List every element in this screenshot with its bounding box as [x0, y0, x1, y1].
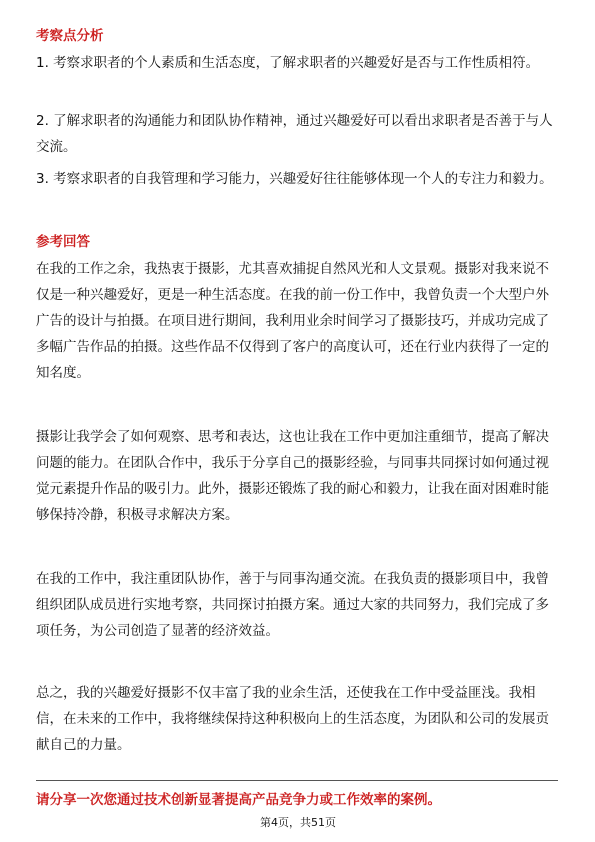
- divider-line: [36, 780, 558, 781]
- document-page: [36, 0, 560, 842]
- answer-paragraph-4: 总之，我的兴趣爱好摄影不仅丰富了我的业余生活，还使我在工作中受益匪浅。我相信，在未来的工作中，我将继续保持这种积极向上的生活态度，为团队和公司的发展贡献自己的力量。: [36, 685, 549, 753]
- answer-paragraph-1: 在我的工作之余，我热衷于摄影，尤其喜欢捕捉自然风光和人文景观。摄影对我来说不仅是一种兴趣爱好，更是一种生活态度。在我的前一份工作中，我曾负责一个大型户外广告的设计与拍摄。在项目进行期间，我利用业余时间学习了摄影技巧，并成功完成了多幅广告作品的拍摄。这些作品不仅得到了客户的高度认可，还在行业内获得了一定的知名度。: [36, 261, 549, 381]
- page-number: 第4页，共51页: [260, 816, 336, 829]
- analysis-point-2: 2. 了解求职者的沟通能力和团队协作精神，通过兴趣爱好可以看出求职者是否善于与人交流。: [36, 113, 553, 155]
- analysis-heading: 考察点分析: [36, 28, 104, 44]
- analysis-point-3: 3. 考察求职者的自我管理和学习能力，兴趣爱好往往能够体现一个人的专注力和毅力。: [36, 171, 553, 187]
- answer-paragraph-2: 摄影让我学会了如何观察、思考和表达，这也让我在工作中更加注重细节，提高了解决问题的能力。在团队合作中，我乐于分享自己的摄影经验，与同事共同探讨如何通过视觉元素提升作品的吸引力。此外，摄影还锻炼了我的耐心和毅力，让我在面对困难时能够保持冷静，积极寻求解决方案。: [36, 429, 549, 523]
- next-question: 请分享一次您通过技术创新显著提高产品竞争力或工作效率的案例。: [36, 792, 441, 808]
- analysis-point-1: 1. 考察求职者的个人素质和生活态度，了解求职者的兴趣爱好是否与工作性质相符。: [36, 55, 540, 71]
- answer-heading: 参考回答: [36, 234, 90, 250]
- answer-paragraph-3: 在我的工作中，我注重团队协作，善于与同事沟通交流。在我负责的摄影项目中，我曾组织团队成员进行实地考察，共同探讨拍摄方案。通过大家的共同努力，我们完成了多项任务，为公司创造了显著的经济效益。: [36, 571, 549, 639]
